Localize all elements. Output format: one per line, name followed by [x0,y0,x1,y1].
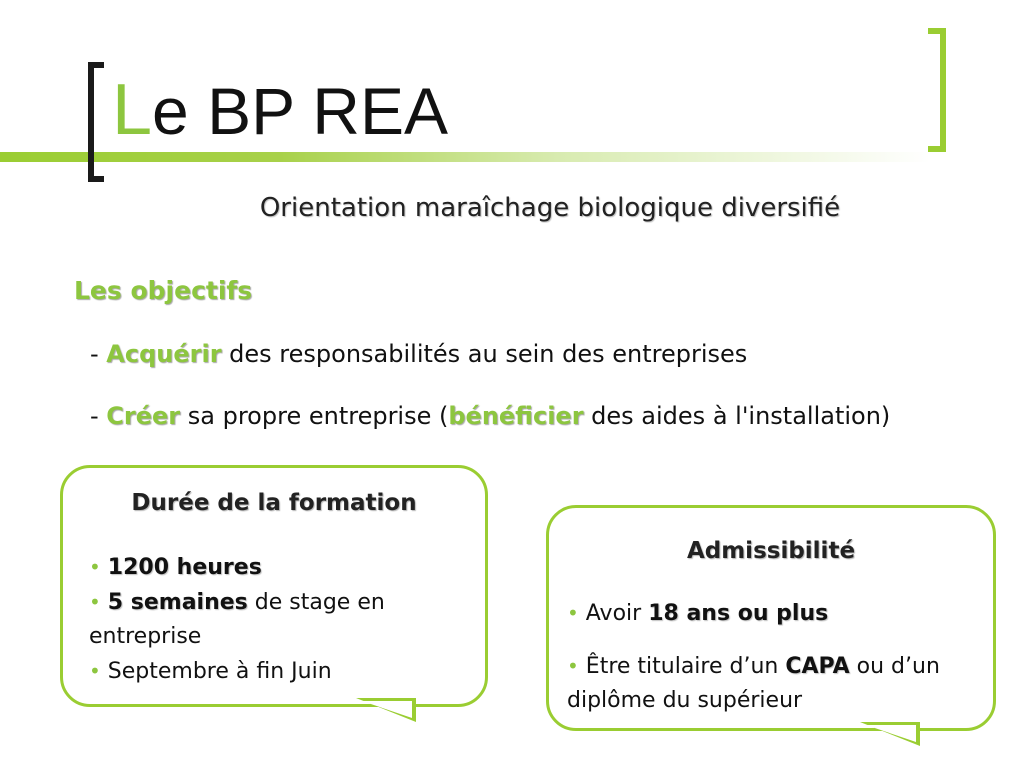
bullet-icon: • [567,601,579,625]
admissibility-callout-title: Admissibilité [686,538,856,564]
admissibility-callout-tail-fill [866,725,916,742]
objective-item [90,340,747,368]
item-bold: 1200 heures [107,555,262,580]
objective-item [90,402,890,430]
title-rest: e BP REA [152,74,448,148]
item-bold: 5 semaines [107,590,248,615]
left-bracket-decoration [88,62,104,182]
item-text: Être titulaire d’un [578,654,786,679]
right-bracket-decoration [928,28,946,152]
objective-keyword-secondary: bénéficier [448,402,584,430]
item-text: Septembre à fin Juin [100,659,332,684]
title-first-letter: L [112,70,153,150]
bullet-icon: • [89,590,101,614]
list-item [89,550,469,585]
item-text: de stage en entreprise [89,590,385,649]
objective-text-end: des aides à l'installation) [583,402,891,430]
duration-list [89,550,469,689]
objective-text: des responsabilités au sein des entreprises [221,340,748,368]
objective-dash: - [90,340,107,368]
list-item [89,654,469,689]
bullet-icon: • [89,555,101,579]
title-underline [0,152,930,162]
bullet-icon: • [567,654,579,678]
objective-dash: - [90,402,107,430]
list-item [567,596,987,631]
page-title [112,70,448,151]
duration-callout-title: Durée de la formation [131,490,417,516]
item-text: Avoir [578,601,649,626]
bullet-icon: • [89,659,101,683]
admissibility-callout [546,505,996,731]
item-bold: 18 ans ou plus [648,601,829,626]
duration-callout [60,465,488,707]
item-bold: CAPA [785,654,850,679]
list-item [567,649,987,718]
duration-callout-tail-fill [362,701,412,718]
objective-keyword: Acquérir [106,340,222,368]
admissibility-list [567,596,987,736]
objective-keyword: Créer [106,402,181,430]
page-subtitle: Orientation maraîchage biologique diversifié [259,193,841,223]
list-item [89,585,469,654]
item-text-end: ou d’un diplôme du supérieur [567,654,940,713]
objectives-heading: Les objectifs [74,276,253,305]
objective-text: sa propre entreprise ( [180,402,449,430]
